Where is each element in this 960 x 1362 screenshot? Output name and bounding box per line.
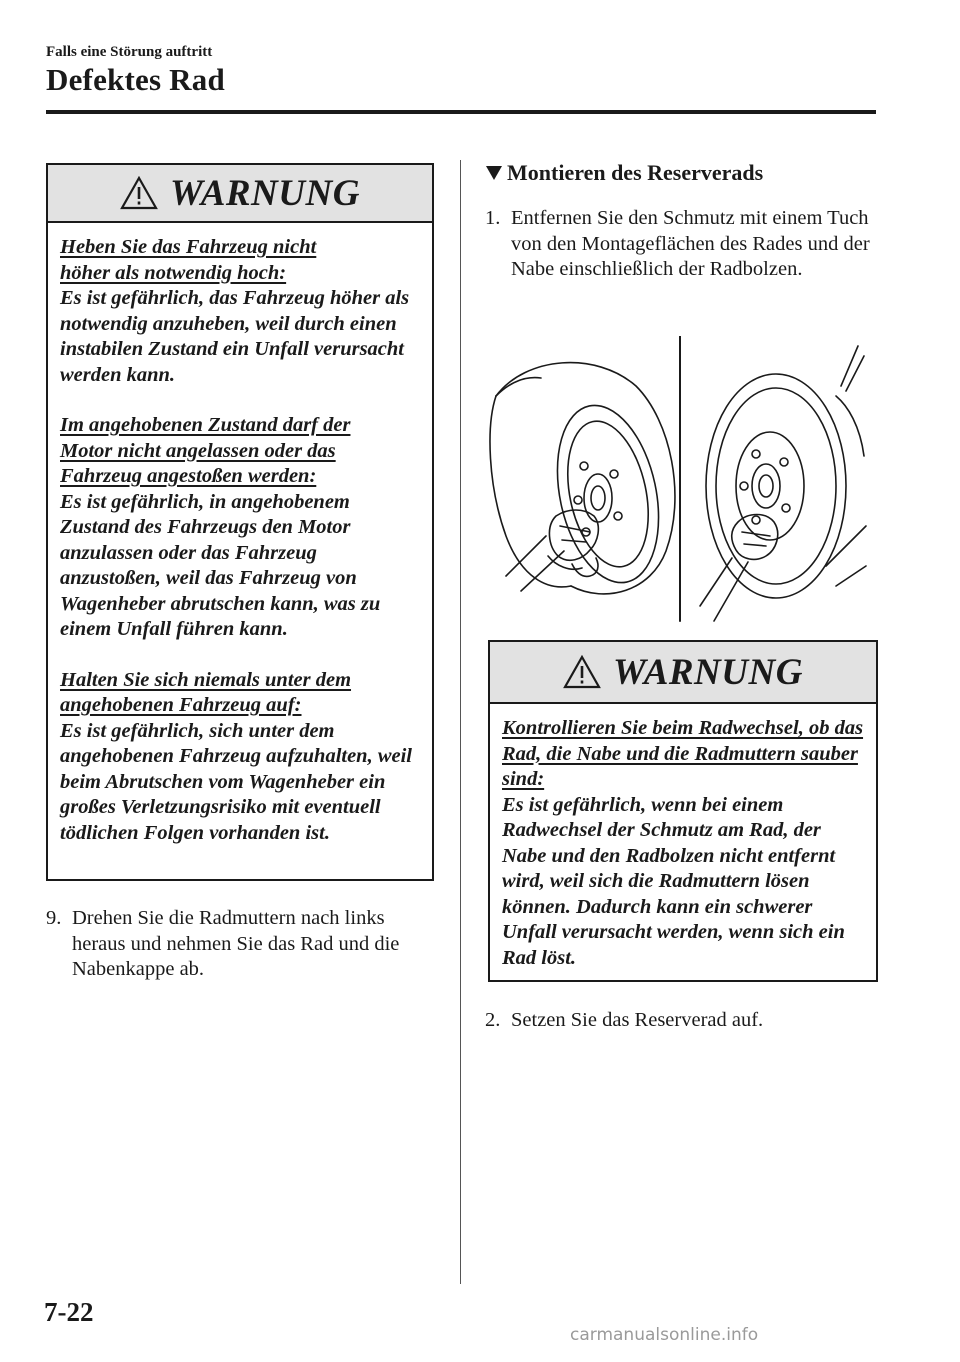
wheel-cleaning-illustration (486, 336, 878, 626)
step-number: 9. (46, 907, 62, 929)
step-1 (485, 206, 875, 283)
step-2 (485, 1008, 875, 1034)
header-rule (46, 110, 876, 114)
triangle-bullet-icon (485, 165, 503, 181)
page-number: 7-22 (44, 1297, 94, 1327)
warning-paragraph (60, 668, 420, 847)
warning-paragraph (60, 413, 420, 643)
warning-title: WARNUNG (170, 172, 360, 214)
warning-heading: Heben Sie das Fahrzeug nicht höher als notwendig hoch: (60, 236, 317, 284)
warning-triangle-icon (120, 176, 158, 210)
section-label: Falls eine Störung auftritt (46, 44, 213, 60)
step-text: Drehen Sie die Radmuttern nach links heraus und nehmen Sie das Rad und die Nabenkappe ab. (72, 907, 400, 980)
page-title: Defektes Rad (46, 62, 225, 97)
tire-illustration (490, 363, 675, 594)
step-text: Entfernen Sie den Schmutz mit einem Tuch von den Montageflächen des Rades und der Nabe einschließlich der Radbolzen. (511, 207, 870, 280)
warning-heading: Im angehobenen Zustand darf der Motor nicht angelassen oder das Fahrzeug angestoßen werden: (60, 414, 351, 487)
warning-text: Es ist gefährlich, wenn bei einem Radwechsel der Schmutz am Rad, der Nabe und den Radbolzen nicht entfernt wird, weil sich die Radmuttern lösen können. Dadurch kann ein schwerer Unfall verursacht werden, wenn sich ein Rad löst. (502, 793, 845, 969)
warning-paragraph (60, 235, 420, 388)
column-divider (460, 160, 461, 1284)
step-9 (46, 906, 442, 983)
warning-heading: Halten Sie sich niemals unter dem angehobenen Fahrzeug auf: (60, 668, 352, 716)
warning-heading: Kontrollieren Sie beim Radwechsel, ob das Rad, die Nabe und die Radmuttern sauber sind: (502, 717, 864, 790)
step-number: 2. (485, 1009, 501, 1031)
warning-text: Es ist gefährlich, in angehobenem Zustand des Fahrzeugs den Motor anzulassen oder das Fahrzeug anzustoßen, weil das Fahrzeug von Wagenheber abrutschen kann, was zu einem Unfall führen kann. (60, 490, 381, 640)
warning-header (490, 642, 876, 704)
hand-with-cloth-icon (506, 510, 598, 591)
step-number: 1. (485, 207, 501, 229)
warning-text: Es ist gefährlich, das Fahrzeug höher als notwendig anzuheben, weil durch einen instabilen Zustand ein Unfall verursacht werden kann. (60, 287, 410, 386)
warning-body (48, 223, 432, 856)
warning-box-left (46, 163, 434, 881)
warning-triangle-icon (563, 655, 601, 689)
warning-header (48, 165, 432, 223)
warning-text: Es ist gefährlich, sich unter dem angehobenen Fahrzeug aufzuhalten, weil beim Abrutschen vom Wagenheber ein großes Verletzungsrisiko mit eventuell tödlichen Folgen vorhanden ist. (60, 719, 412, 844)
step-text: Setzen Sie das Reserverad auf. (511, 1009, 764, 1031)
watermark: carmanualsonline.info (570, 1325, 759, 1345)
warning-title: WARNUNG (613, 651, 803, 693)
warning-body (490, 704, 876, 981)
warning-box-right (488, 640, 878, 982)
subsection-title: Montieren des Reserverads (507, 160, 764, 185)
warning-paragraph (502, 716, 864, 971)
subsection-heading (485, 160, 763, 186)
